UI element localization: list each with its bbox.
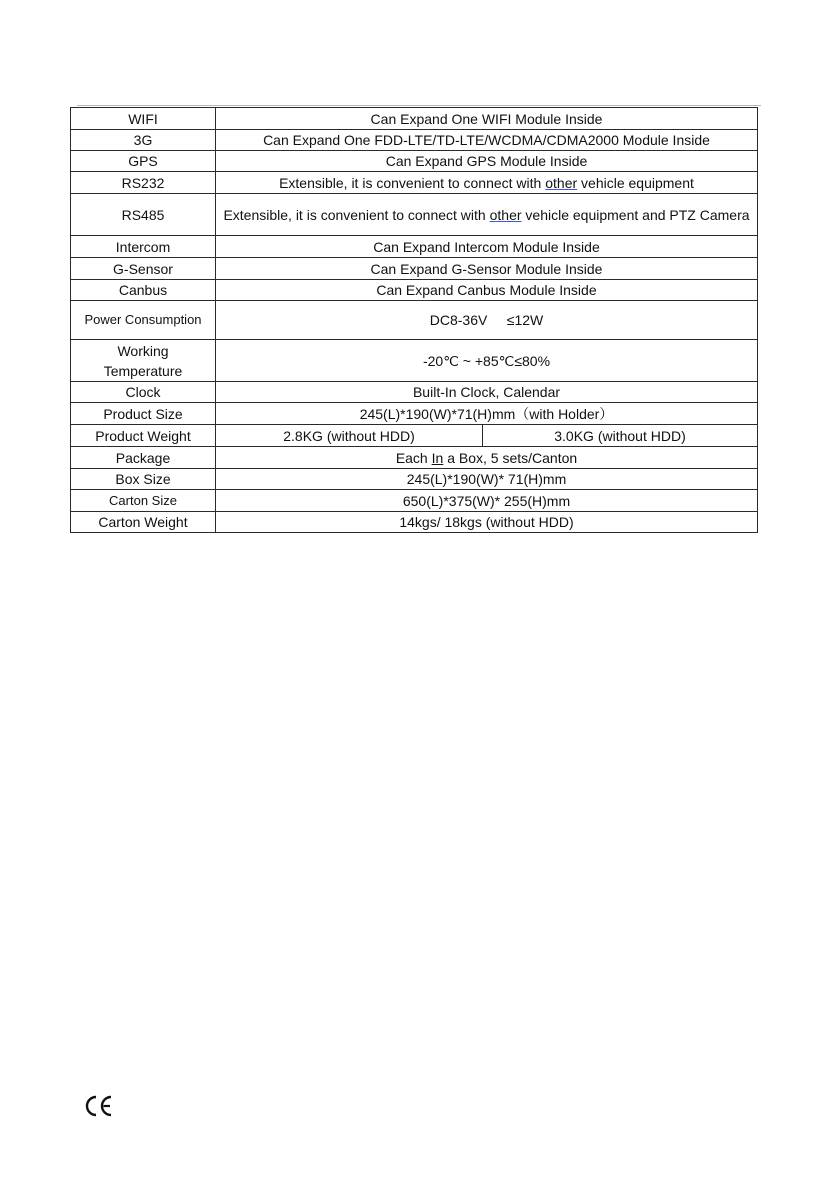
table-row: [71, 172, 758, 194]
spec-label: Intercom: [71, 236, 216, 258]
table-row: [71, 236, 758, 258]
spec-value: Can Expand One FDD-LTE/TD-LTE/WCDMA/CDMA2000 Module Inside: [216, 130, 758, 151]
spec-value-underlined: In: [431, 449, 444, 466]
table-row: [71, 301, 758, 340]
spec-label: RS485: [71, 194, 216, 236]
ce-mark-icon: [84, 1094, 114, 1118]
spec-label: G-Sensor: [71, 258, 216, 280]
table-row: [71, 425, 758, 447]
spec-value-b: 3.0KG (without HDD): [483, 425, 758, 447]
spec-value: -20℃ ~ +85℃≤80%: [216, 340, 758, 382]
spec-value: Can Expand G-Sensor Module Inside: [216, 258, 758, 280]
header-rule: [77, 105, 761, 106]
spec-value-underlined: other: [545, 174, 578, 191]
table-row: [71, 469, 758, 490]
spec-label: 3G: [71, 130, 216, 151]
spec-label: Box Size: [71, 469, 216, 490]
spec-value: 245(L)*190(W)* 71(H)mm: [216, 469, 758, 490]
specification-table: [70, 107, 758, 533]
table-row: [71, 280, 758, 301]
spec-value: [216, 194, 758, 236]
spec-value-text: Extensible, it is convenient to connect with: [223, 206, 490, 223]
spec-value: Can Expand Canbus Module Inside: [216, 280, 758, 301]
spec-value: 14kgs/ 18kgs (without HDD): [216, 512, 758, 533]
spec-label: RS232: [71, 172, 216, 194]
spec-value: [216, 447, 758, 469]
table-row: [71, 108, 758, 130]
spec-value: Can Expand Intercom Module Inside: [216, 236, 758, 258]
table-row: [71, 194, 758, 236]
spec-value-a: 2.8KG (without HDD): [216, 425, 483, 447]
table-row: [71, 130, 758, 151]
spec-label: GPS: [71, 151, 216, 172]
table-row: [71, 151, 758, 172]
spec-label: WIFI: [71, 108, 216, 130]
spec-value: Can Expand GPS Module Inside: [216, 151, 758, 172]
spec-value-underlined: other: [489, 206, 522, 223]
table-row: [71, 258, 758, 280]
table-row: [71, 382, 758, 403]
spec-label: Power Consumption: [71, 301, 216, 340]
spec-label: Carton Weight: [71, 512, 216, 533]
spec-value-text: Extensible, it is convenient to connect with: [279, 174, 546, 191]
spec-value: 650(L)*375(W)* 255(H)mm: [216, 490, 758, 512]
spec-label: Clock: [71, 382, 216, 403]
spec-value: Can Expand One WIFI Module Inside: [216, 108, 758, 130]
spec-value-text: Each: [395, 449, 432, 466]
spec-label: Canbus: [71, 280, 216, 301]
table-row: [71, 447, 758, 469]
table-row: [71, 340, 758, 382]
spec-label: Product Size: [71, 403, 216, 425]
table-row: [71, 512, 758, 533]
spec-label: Carton Size: [71, 490, 216, 512]
spec-value-text: vehicle equipment: [577, 174, 694, 191]
spec-label: Package: [71, 447, 216, 469]
spec-value: DC8-36V ≤12W: [216, 301, 758, 340]
table-row: [71, 403, 758, 425]
spec-value: Built-In Clock, Calendar: [216, 382, 758, 403]
spec-label: Product Weight: [71, 425, 216, 447]
spec-value: [216, 172, 758, 194]
spec-value: 245(L)*190(W)*71(H)mm（with Holder）: [216, 403, 758, 425]
spec-value-text: a Box, 5 sets/Canton: [443, 449, 578, 466]
table-row: [71, 490, 758, 512]
spec-label: Working Temperature: [71, 340, 216, 382]
spec-value-text: vehicle equipment and PTZ Camera: [521, 206, 750, 223]
